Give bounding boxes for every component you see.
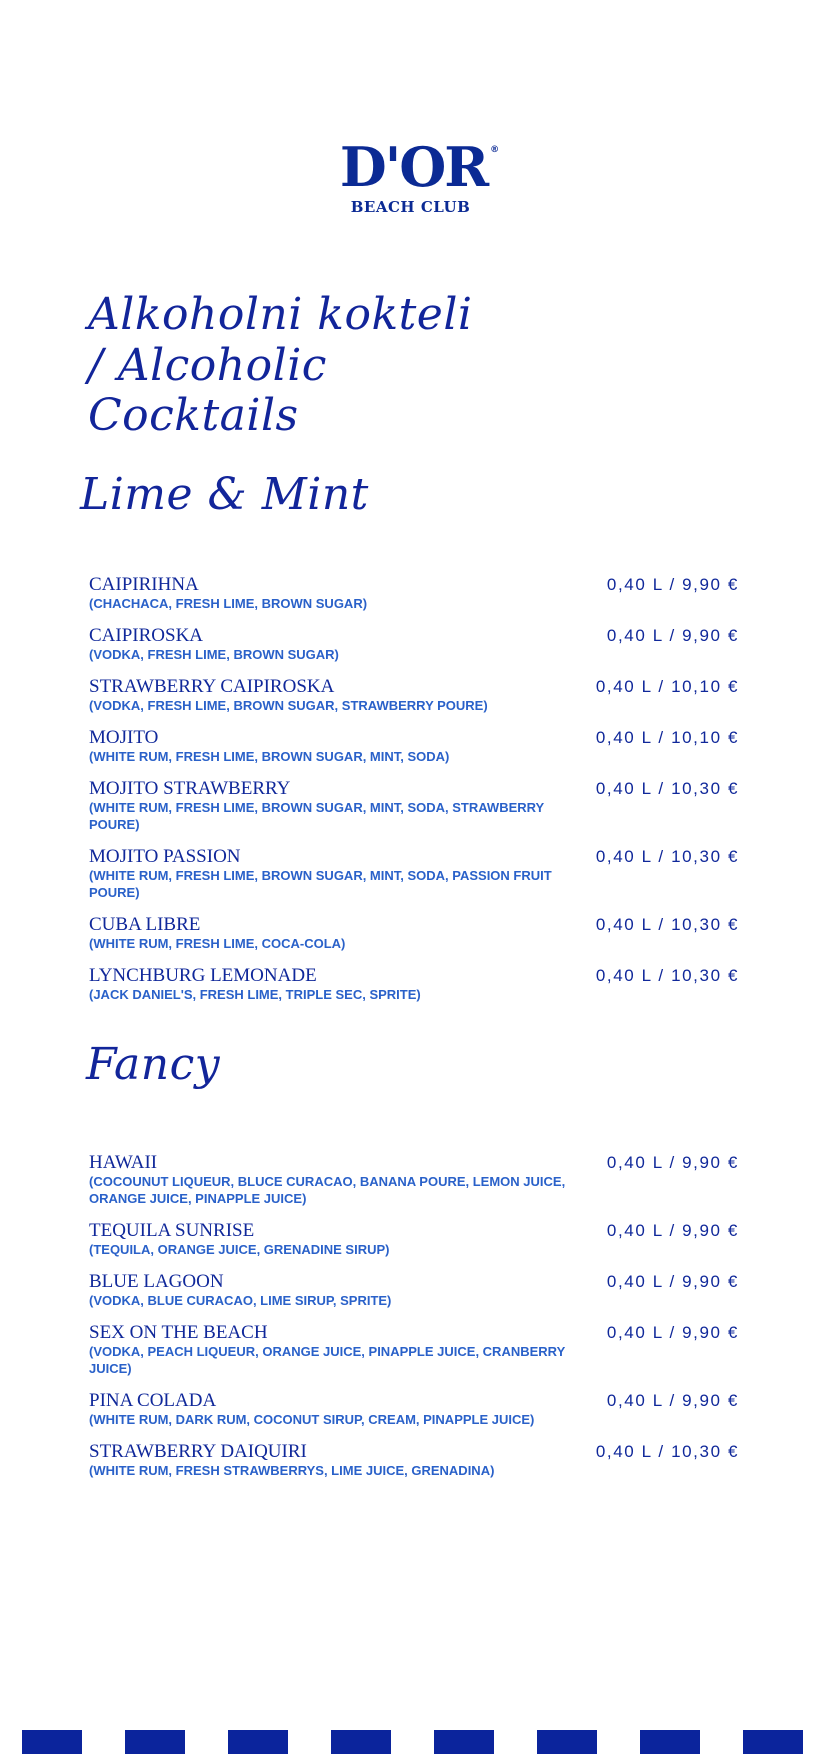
menu-item bbox=[89, 1221, 739, 1258]
menu-item bbox=[89, 677, 739, 714]
logo-registered-mark: ® bbox=[490, 145, 500, 155]
item-name: STRAWBERRY DAIQUIRI bbox=[89, 1441, 307, 1462]
item-price: 0,40 L / 9,90 € bbox=[606, 1153, 739, 1172]
stripe bbox=[331, 1730, 391, 1754]
item-name: MOJITO PASSION bbox=[89, 846, 241, 867]
item-description: (WHITE RUM, FRESH LIME, BROWN SUGAR, MINT, SODA, PASSION FRUIT POURE) bbox=[89, 868, 552, 900]
item-price: 0,40 L / 10,30 € bbox=[595, 1442, 739, 1461]
stripe bbox=[640, 1730, 700, 1754]
item-price: 0,40 L / 9,90 € bbox=[606, 1391, 739, 1410]
item-price: 0,40 L / 9,90 € bbox=[606, 626, 739, 645]
logo-subtitle: BEACH CLUB bbox=[350, 198, 471, 216]
menu-item bbox=[89, 966, 739, 1003]
section-heading-fancy: Fancy bbox=[86, 1039, 221, 1090]
item-price: 0,40 L / 9,90 € bbox=[606, 1221, 739, 1240]
item-name: STRAWBERRY CAIPIROSKA bbox=[89, 676, 335, 697]
stripe bbox=[743, 1730, 803, 1754]
menu-item bbox=[89, 1153, 739, 1207]
menu-item bbox=[89, 575, 739, 612]
logo-main-text: D'OR bbox=[339, 135, 488, 199]
item-description: (CHACHACA, FRESH LIME, BROWN SUGAR) bbox=[89, 596, 368, 611]
item-description: (TEQUILA, ORANGE JUICE, GRENADINE SIRUP) bbox=[89, 1242, 390, 1257]
item-description: (WHITE RUM, FRESH LIME, COCA-COLA) bbox=[89, 936, 346, 951]
stripe bbox=[228, 1730, 288, 1754]
item-price: 0,40 L / 10,30 € bbox=[595, 966, 739, 985]
item-name: SEX ON THE BEACH bbox=[89, 1322, 268, 1343]
item-description: (WHITE RUM, FRESH STRAWBERRYS, LIME JUICE, GRENADINA) bbox=[89, 1463, 495, 1478]
item-description: (VODKA, BLUE CURACAO, LIME SIRUP, SPRITE) bbox=[89, 1293, 392, 1308]
item-name: LYNCHBURG LEMONADE bbox=[89, 965, 317, 986]
item-price: 0,40 L / 10,10 € bbox=[595, 728, 739, 747]
item-price: 0,40 L / 9,90 € bbox=[606, 1323, 739, 1342]
decorative-stripes bbox=[0, 1730, 827, 1754]
item-name: CAIPIROSKA bbox=[89, 625, 204, 646]
item-name: HAWAII bbox=[89, 1152, 158, 1173]
menu-item bbox=[89, 915, 739, 952]
stripe bbox=[22, 1730, 82, 1754]
stripe bbox=[125, 1730, 185, 1754]
item-description: (JACK DANIEL'S, FRESH LIME, TRIPLE SEC, SPRITE) bbox=[89, 987, 421, 1002]
item-price: 0,40 L / 10,30 € bbox=[595, 915, 739, 934]
menu-item bbox=[89, 1391, 739, 1428]
item-name: CUBA LIBRE bbox=[89, 914, 201, 935]
item-name: CAIPIRIHNA bbox=[89, 574, 199, 595]
item-name: BLUE LAGOON bbox=[89, 1271, 224, 1292]
section-heading-lime-mint: Lime & Mint bbox=[80, 469, 369, 520]
menu-item bbox=[89, 1272, 739, 1309]
item-description: (WHITE RUM, FRESH LIME, BROWN SUGAR, MINT, SODA) bbox=[89, 749, 450, 764]
menu-section-lime-mint bbox=[89, 575, 739, 1017]
item-price: 0,40 L / 9,90 € bbox=[606, 1272, 739, 1291]
item-price: 0,40 L / 9,90 € bbox=[606, 575, 739, 594]
item-name: PINA COLADA bbox=[89, 1390, 217, 1411]
menu-item bbox=[89, 779, 739, 833]
menu-section-fancy bbox=[89, 1153, 739, 1493]
item-description: (WHITE RUM, DARK RUM, COCONUT SIRUP, CREAM, PINAPPLE JUICE) bbox=[89, 1412, 535, 1427]
item-description: (VODKA, FRESH LIME, BROWN SUGAR, STRAWBERRY POURE) bbox=[89, 698, 488, 713]
item-description: (VODKA, PEACH LIQUEUR, ORANGE JUICE, PINAPPLE JUICE, CRANBERRY JUICE) bbox=[89, 1344, 566, 1376]
item-price: 0,40 L / 10,10 € bbox=[595, 677, 739, 696]
page-title: Alkoholni kokteli / Alcoholic Cocktails bbox=[88, 289, 473, 442]
item-price: 0,40 L / 10,30 € bbox=[595, 779, 739, 798]
menu-item bbox=[89, 1442, 739, 1479]
stripe bbox=[434, 1730, 494, 1754]
menu-item bbox=[89, 626, 739, 663]
stripe bbox=[537, 1730, 597, 1754]
item-description: (COCOUNUT LIQUEUR, BLUCE CURACAO, BANANA POURE, LEMON JUICE, ORANGE JUICE, PINAPPLE JUICE) bbox=[89, 1174, 566, 1206]
item-name: MOJITO STRAWBERRY bbox=[89, 778, 291, 799]
item-description: (VODKA, FRESH LIME, BROWN SUGAR) bbox=[89, 647, 339, 662]
menu-item bbox=[89, 847, 739, 901]
logo bbox=[0, 135, 827, 216]
item-name: TEQUILA SUNRISE bbox=[89, 1220, 255, 1241]
item-description: (WHITE RUM, FRESH LIME, BROWN SUGAR, MINT, SODA, STRAWBERRY POURE) bbox=[89, 800, 544, 832]
menu-item bbox=[89, 1323, 739, 1377]
item-price: 0,40 L / 10,30 € bbox=[595, 847, 739, 866]
item-name: MOJITO bbox=[89, 727, 159, 748]
menu-item bbox=[89, 728, 739, 765]
logo-wordmark bbox=[339, 135, 500, 199]
